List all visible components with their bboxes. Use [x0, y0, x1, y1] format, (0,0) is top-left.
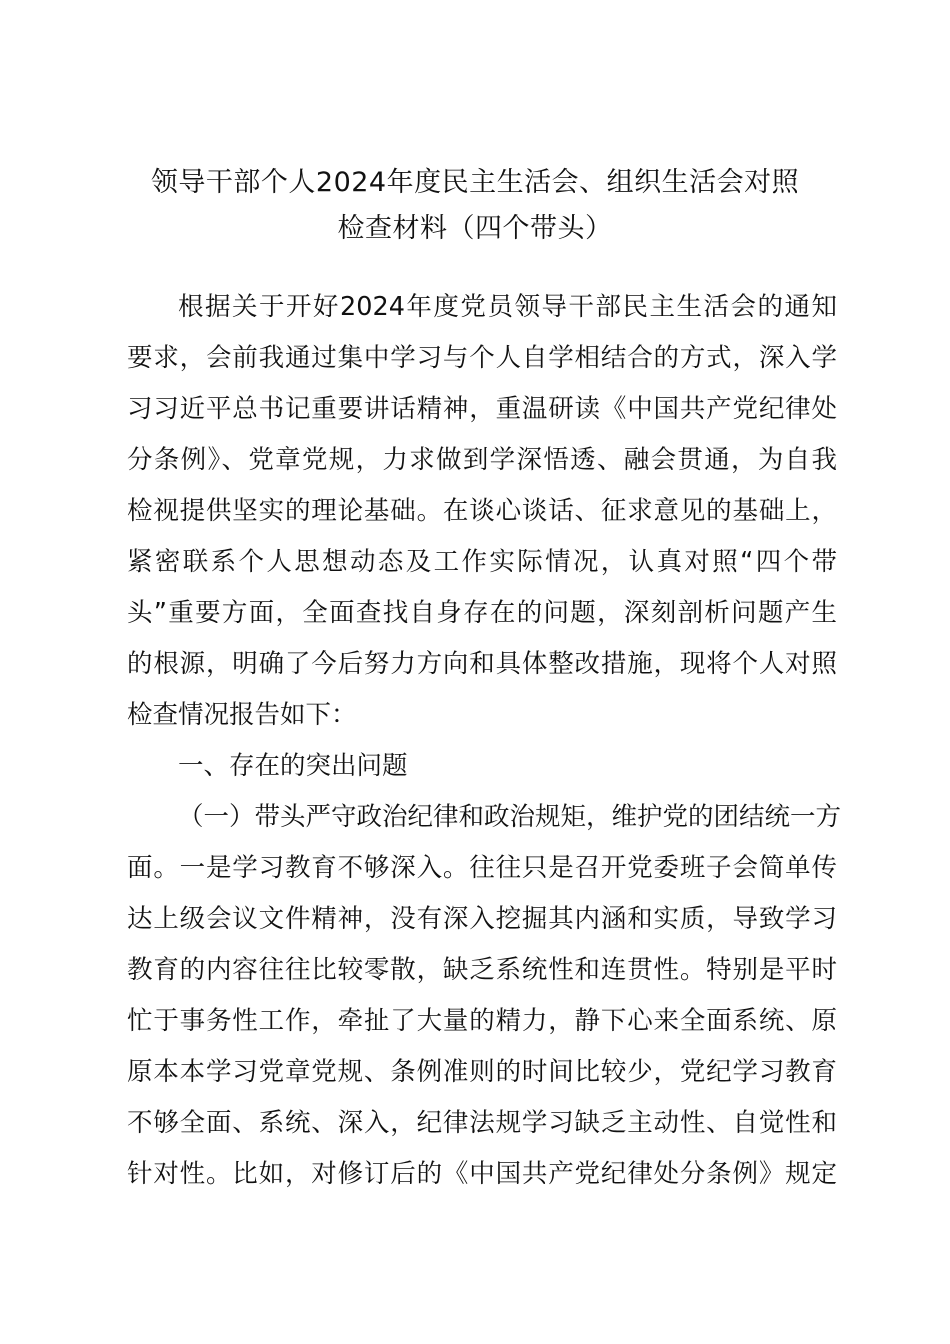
body-line: 原本本学习党章党规、条例准则的时间比较少，党纪学习教育	[127, 1057, 837, 1087]
body-line: 检查情况报告如下：	[127, 700, 357, 730]
document-body	[127, 282, 842, 1200]
body-line: 教育的内容往往比较零散，缺乏系统性和连贯性。特别是平时	[127, 955, 837, 985]
body-line: 习习近平总书记重要讲话精神，重温研读《中国共产党纪律处	[127, 394, 837, 424]
body-line: 头”重要方面，全面查找自身存在的问题，深刻剖析问题产生	[127, 598, 837, 628]
section-heading: 一、存在的突出问题	[178, 751, 408, 781]
title-line: 检查材料（四个带头）	[337, 213, 613, 244]
body-line: 不够全面、系统、深入，纪律法规学习缺乏主动性、自觉性和	[127, 1108, 837, 1138]
body-line: 分条例》、党章党规，力求做到学深悟透、融会贯通，为自我	[127, 445, 837, 475]
body-line: 紧密联系个人思想动态及工作实际情况，认真对照“四个带	[127, 547, 837, 577]
body-line: 达上级会议文件精神，没有深入挖掘其内涵和实质，导致学习	[127, 904, 837, 934]
title-line: 领导干部个人2024年度民主生活会、组织生活会对照	[150, 167, 800, 198]
subsection-heading: （一）带头严守政治纪律和政治规矩，维护党的团结统一方	[178, 802, 842, 832]
body-line: 面。一是学习教育不够深入。往往只是召开党委班子会简单传	[127, 853, 837, 883]
body-line: 检视提供坚实的理论基础。在谈心谈话、征求意见的基础上，	[127, 496, 837, 526]
body-line: 忙于事务性工作，牵扯了大量的精力，静下心来全面系统、原	[127, 1006, 837, 1036]
body-line: 针对性。比如，对修订后的《中国共产党纪律处分条例》规定	[127, 1159, 837, 1189]
document-title	[120, 160, 830, 252]
body-line: 的根源，明确了今后努力方向和具体整改措施，现将个人对照	[127, 649, 837, 679]
body-line: 根据关于开好2024年度党员领导干部民主生活会的通知	[178, 292, 837, 322]
body-line: 要求，会前我通过集中学习与个人自学相结合的方式，深入学	[127, 343, 837, 373]
